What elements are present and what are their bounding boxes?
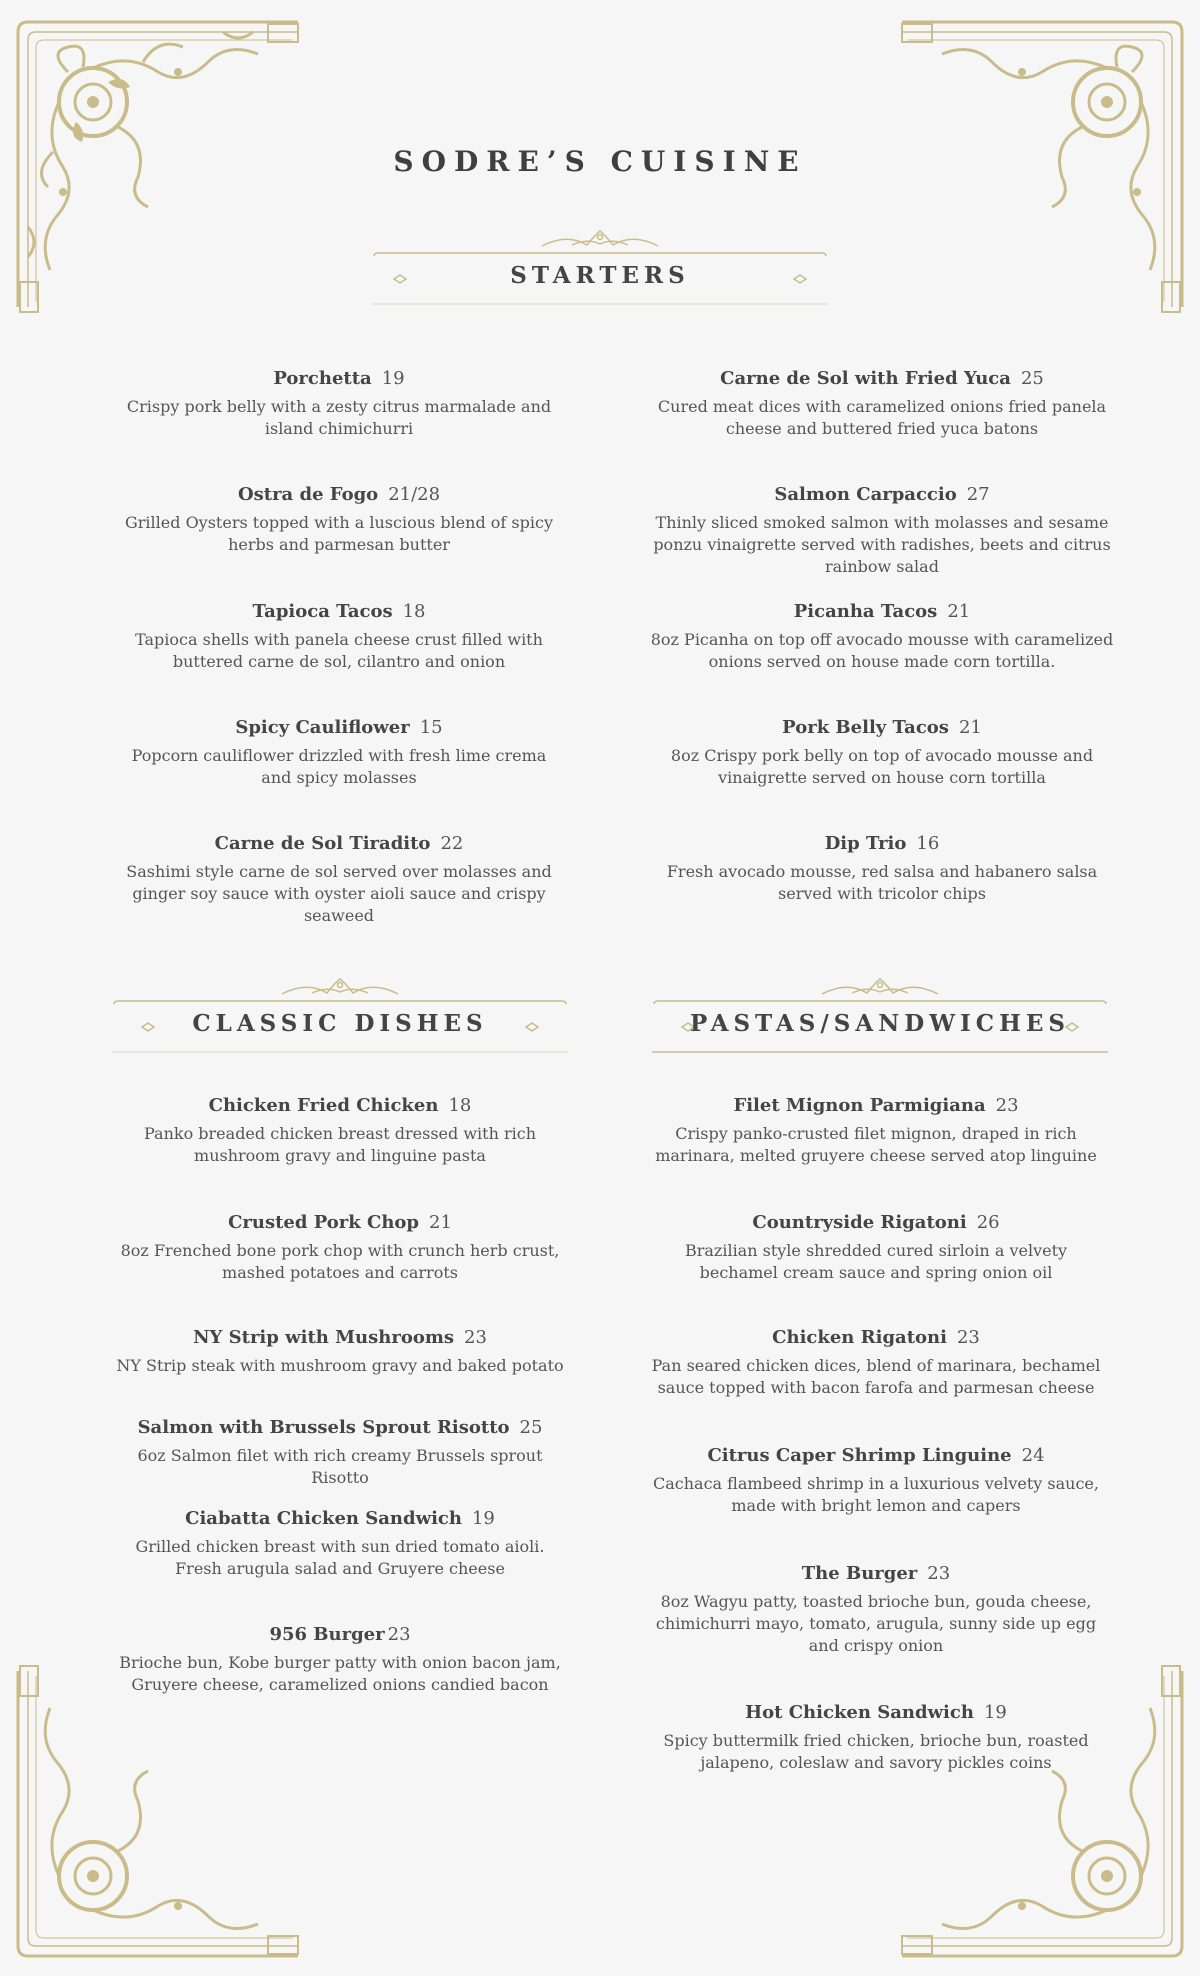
item-price: 25 bbox=[519, 1417, 543, 1438]
section-title-classic-dishes: CLASSIC DISHES bbox=[192, 1010, 488, 1037]
section-title-pastas-sandwiches: PASTAS/SANDWICHES bbox=[690, 1010, 1070, 1037]
item-description: Grilled chicken breast with sun dried tomato aioli. Fresh arugula salad and Gruyere cheese bbox=[135, 1537, 545, 1578]
item-name: Chicken Rigatoni bbox=[772, 1327, 947, 1348]
item-description: Spicy buttermilk fried chicken, brioche bun, roasted jalapeno, coleslaw and savory pickles coins bbox=[663, 1731, 1089, 1772]
item-description: Crispy panko-crusted filet mignon, draped in rich marinara, melted gruyere cheese served atop linguine bbox=[655, 1124, 1097, 1165]
menu-item bbox=[116, 832, 562, 927]
menu-item bbox=[116, 600, 562, 673]
starters-header bbox=[372, 228, 828, 318]
item-name: Carne de Sol with Fried Yuca bbox=[720, 368, 1011, 389]
menu-item bbox=[110, 1094, 570, 1167]
item-description: Thinly sliced smoked salmon with molasses and sesame ponzu vinaigrette served with radishes, beets and citrus rainbow salad bbox=[653, 513, 1111, 576]
item-price: 18 bbox=[448, 1095, 472, 1116]
item-description: Brioche bun, Kobe burger patty with onion bacon jam, Gruyere cheese, caramelized onions candied bacon bbox=[119, 1653, 561, 1694]
item-name: Dip Trio bbox=[824, 833, 907, 854]
item-price: 23 bbox=[464, 1327, 487, 1348]
item-description: 8oz Picanha on top off avocado mousse with caramelized onions served on house made corn tortilla. bbox=[650, 630, 1114, 671]
menu-item bbox=[116, 367, 562, 440]
item-name: Countryside Rigatoni bbox=[752, 1212, 967, 1233]
item-description: Brazilian style shredded cured sirloin a velvety bechamel cream sauce and spring onion oil bbox=[684, 1241, 1068, 1282]
restaurant-title: SODRE’S CUISINE bbox=[393, 145, 807, 178]
item-description: Cachaca flambeed shrimp in a luxurious velvety sauce, made with bright lemon and capers bbox=[653, 1474, 1099, 1515]
item-price: 23 bbox=[927, 1563, 951, 1584]
item-price: 25 bbox=[1020, 368, 1044, 389]
menu-item bbox=[110, 1623, 570, 1696]
item-price: 18 bbox=[402, 601, 426, 622]
menu-item bbox=[110, 1507, 570, 1580]
item-name: Citrus Caper Shrimp Linguine bbox=[707, 1445, 1012, 1466]
item-description: Pan seared chicken dices, blend of marinara, bechamel sauce topped with bacon farofa and parmesan cheese bbox=[651, 1356, 1101, 1397]
item-name: Ciabatta Chicken Sandwich bbox=[185, 1508, 462, 1529]
item-description: Fresh avocado mousse, red salsa and habanero salsa served with tricolor chips bbox=[666, 862, 1098, 903]
item-name: Crusted Pork Chop bbox=[228, 1212, 420, 1233]
item-price: 24 bbox=[1021, 1445, 1045, 1466]
ornate-corner-bottom-left bbox=[8, 1661, 308, 1966]
item-price: 21 bbox=[947, 601, 971, 622]
menu-item bbox=[648, 1701, 1104, 1774]
item-name: Tapioca Tacos bbox=[252, 601, 393, 622]
item-price: 19 bbox=[471, 1508, 495, 1529]
item-price: 23 bbox=[956, 1327, 980, 1348]
item-price: 15 bbox=[419, 717, 443, 738]
menu-item bbox=[110, 1416, 570, 1489]
item-name: Salmon Carpaccio bbox=[774, 484, 957, 505]
menu-item bbox=[648, 1211, 1104, 1284]
pastas-sandwiches-header bbox=[652, 976, 1108, 1066]
item-description: Panko breaded chicken breast dressed with rich mushroom gravy and linguine pasta bbox=[143, 1124, 536, 1165]
item-name: The Burger bbox=[801, 1563, 918, 1584]
item-name: Filet Mignon Parmigiana bbox=[733, 1095, 986, 1116]
item-price: 26 bbox=[976, 1212, 1000, 1233]
item-name: NY Strip with Mushrooms bbox=[193, 1327, 455, 1348]
item-name: Salmon with Brussels Sprout Risotto bbox=[137, 1417, 510, 1438]
item-name: Pork Belly Tacos bbox=[782, 717, 949, 738]
item-price: 21 bbox=[429, 1212, 452, 1233]
item-price: 21 bbox=[958, 717, 982, 738]
item-description: Crispy pork belly with a zesty citrus marmalade and island chimichurri bbox=[126, 397, 552, 438]
item-description: Cured meat dices with caramelized onions fried panela cheese and buttered fried yuca batons bbox=[657, 397, 1107, 438]
item-description: 6oz Salmon filet with rich creamy Brussels sprout Risotto bbox=[137, 1446, 543, 1487]
menu-item bbox=[116, 483, 562, 556]
menu-item bbox=[648, 1094, 1104, 1167]
item-price: 19 bbox=[381, 368, 405, 389]
menu-item bbox=[648, 832, 1116, 905]
item-description: 8oz Crispy pork belly on top of avocado mousse and vinaigrette served on house corn tortilla bbox=[670, 746, 1094, 787]
menu-item bbox=[648, 600, 1116, 673]
menu-item bbox=[648, 716, 1116, 789]
menu-item bbox=[648, 1444, 1104, 1517]
item-description: 8oz Wagyu patty, toasted brioche bun, gouda cheese, chimichurri mayo, tomato, arugula, sunny side up egg and crispy onion bbox=[655, 1592, 1097, 1655]
item-name: Carne de Sol Tiradito bbox=[214, 833, 431, 854]
item-description: Sashimi style carne de sol served over molasses and ginger soy sauce with oyster aioli sauce and crispy seaweed bbox=[126, 862, 552, 925]
classic-dishes-header bbox=[112, 976, 568, 1066]
item-price: 27 bbox=[966, 484, 990, 505]
item-name: Chicken Fried Chicken bbox=[208, 1095, 439, 1116]
item-description: Popcorn cauliflower drizzled with fresh lime crema and spicy molasses bbox=[131, 746, 547, 787]
item-name: Hot Chicken Sandwich bbox=[745, 1702, 974, 1723]
menu-item bbox=[116, 716, 562, 789]
item-price: 19 bbox=[983, 1702, 1007, 1723]
item-price: 21/28 bbox=[388, 484, 441, 505]
item-name: Picanha Tacos bbox=[793, 601, 938, 622]
menu-item bbox=[648, 483, 1116, 578]
item-name: Porchetta bbox=[273, 368, 372, 389]
item-description: Grilled Oysters topped with a luscious blend of spicy herbs and parmesan butter bbox=[124, 513, 553, 554]
section-title-starters: STARTERS bbox=[510, 262, 690, 289]
item-description: Tapioca shells with panela cheese crust filled with buttered carne de sol, cilantro and onion bbox=[135, 630, 543, 671]
item-description: NY Strip steak with mushroom gravy and baked potato bbox=[116, 1356, 564, 1375]
item-price: 16 bbox=[916, 833, 940, 854]
menu-item bbox=[648, 1326, 1104, 1399]
item-name: Ostra de Fogo bbox=[237, 484, 379, 505]
menu-item bbox=[110, 1211, 570, 1284]
item-price: 23 bbox=[995, 1095, 1019, 1116]
menu-item bbox=[110, 1326, 570, 1377]
menu-item bbox=[648, 367, 1116, 440]
item-price: 23 bbox=[387, 1624, 411, 1645]
item-name: Spicy Cauliflower bbox=[235, 717, 410, 738]
menu-item bbox=[648, 1562, 1104, 1657]
item-price: 22 bbox=[440, 833, 464, 854]
item-name: 956 Burger bbox=[269, 1624, 385, 1645]
item-description: 8oz Frenched bone pork chop with crunch herb crust, mashed potatoes and carrots bbox=[120, 1241, 560, 1282]
